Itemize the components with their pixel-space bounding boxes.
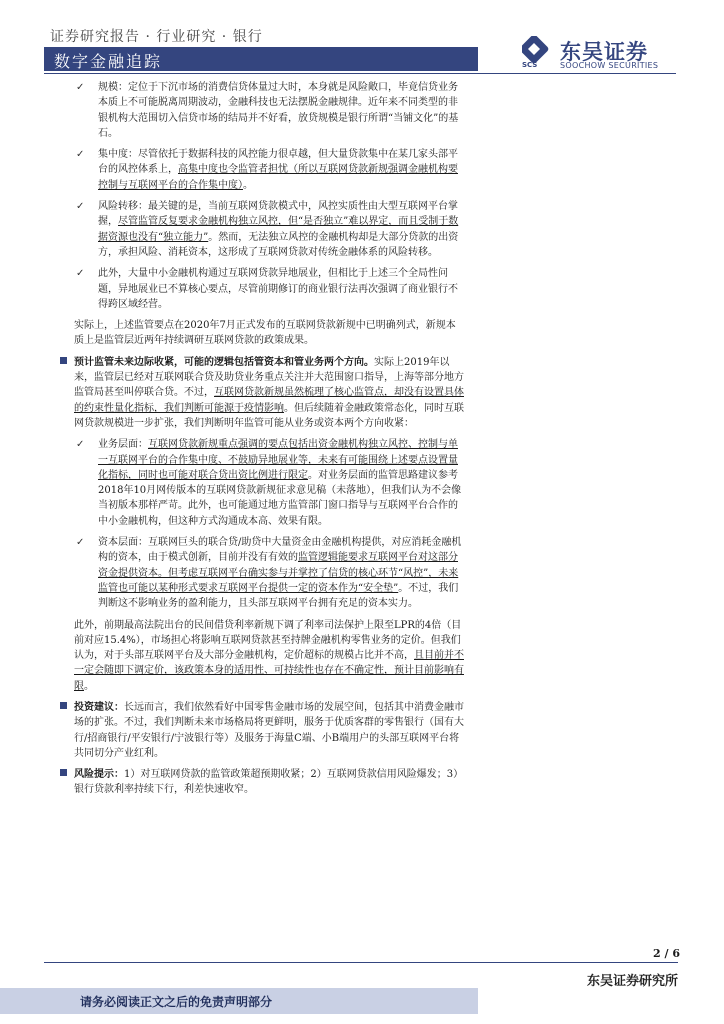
bullet-risk-transfer [74, 199, 464, 260]
invest-text: 长远而言，我们依然看好中国零售金融市场的发展空间，包括其中消费金融市场的扩张。不过，我们判断未来市场格局将更鲜明，服务于优质客群的零售银行（国有大行/招商银行/平安银行/宁波银行等）及服务于海量C端、小B端用户的头部互联网平台将共同切分产业红利。 [74, 701, 464, 759]
section-risk-warning [74, 767, 464, 798]
bullet-text: 业务层面： [98, 439, 148, 451]
logo-english-name: SOOCHOW SECURITIES [560, 61, 659, 70]
scs-logo-icon [522, 36, 556, 68]
footer-rule [44, 962, 678, 963]
report-breadcrumb: 证券研究报告 · 行业研究 · 银行 [50, 29, 263, 45]
bullet-text: 资本层面：互联网巨头的联合贷/助贷中大量资金由金融机构提供，对应消耗金融机构的资本，由于模式创新，目前并没有有效的 [98, 537, 462, 564]
bullet-concentration [74, 147, 464, 193]
company-logo [522, 34, 682, 74]
checkmark-icon: ✓ [76, 149, 85, 161]
para-text: 。 [84, 680, 94, 692]
square-bullet-icon [60, 702, 67, 709]
page-number: 2 / 6 [653, 947, 680, 960]
svg-text:SCS: SCS [522, 61, 538, 68]
underlined-text: 且目前并不一定会随即下调定价，该政策本身的适用性、可持续性也存在不确定性，预计目前影响有限 [74, 650, 464, 692]
bullet-text: 。对业务层面的监管思路建议参考2018年10月网传版本的互联网贷款新规征求意见稿（未落地），但我们认为不会像当初版本那样严苛。此外，也可能通过地方监管部门窗口指导与互联网平台合作的中小金融机构，但这种方式沟通成本高、效果有限。 [98, 469, 462, 527]
section-regulation-outlook [74, 355, 464, 431]
paragraph-new-rules: 实际上，上述监管要点在2020年7月正式发布的互联网贷款新规中已明确列式，新规本质上是监管层近两年持续调研互联网贷款的政策成果。 [74, 320, 456, 347]
square-bullet-icon [60, 357, 67, 364]
checkmark-icon: ✓ [76, 268, 85, 280]
logo-chinese-name: 东吴证券 [560, 40, 648, 64]
checkmark-icon: ✓ [76, 201, 85, 213]
underlined-text: 互联网贷款新规重点强调的要点包括出资金融机构独立风控、控制与单一互联网平台的合作集中度、不鼓励异地展业等，未来有可能围绕上述要点设置量化指标，同时也可能对联合贷出资比例进行限定 [98, 439, 458, 481]
paragraph-interest-cap [74, 618, 464, 694]
disclaimer-text: 请务必阅读正文之后的免责声明部分 [80, 995, 273, 1009]
title-band [44, 47, 478, 71]
bullet-text: 此外，大量中小金融机构通过互联网贷款异地展业，但相比于上述三个全局性问题，异地展业已不算核心要点，尽管前期修订的商业银行法再次强调了商业银行不得跨区域经营。 [98, 268, 458, 310]
underlined-text: 尽管监管反复要求金融机构独立风控，但“是否独立”难以界定，而且受制于数据资源也没有“独立能力” [98, 216, 459, 243]
section-investment-advice [74, 700, 464, 761]
invest-lead: 投资建议： [74, 701, 124, 713]
bullet-text: 规模：定位于下沉市场的消费信贷体量过大时，本身就是风险敞口，毕竟信贷业务本质上不可能脱离周期波动，金融科技也无法摆脱金融规律。近年来不同类型的非银机构大范围切入信贷市场的结局并不好看，放贷规模是银行所谓“当铺文化”的基石。 [98, 82, 459, 139]
bullet-text: 集中度：尽管依托于数据科技的风控能力很卓越，但大量贷款集中在某几家头部平台的风控体系上， [98, 149, 458, 176]
square-bullet-icon [60, 769, 67, 776]
risk-text: 1）对互联网贷款的监管政策超预期收紧；2）互联网贷款信用风险爆发；3）银行贷款利率持续下行，利差快速收窄。 [74, 769, 464, 796]
checkmark-icon: ✓ [76, 439, 85, 451]
underlined-text: 高集中度也令监管者担忧（所以互联网贷款新规强调金融机构要控制与互联网平台的合作集中度） [98, 164, 458, 191]
report-body [74, 80, 464, 804]
bullet-text: 。 [243, 179, 253, 191]
bullet-capital-level [74, 535, 464, 611]
checkmark-icon: ✓ [76, 537, 85, 549]
bullet-business-level [74, 437, 464, 529]
bullet-text: 风险转移：最关键的是，当前互联网贷款模式中，风控实质性由大型互联网平台掌握， [98, 201, 458, 228]
checkmark-icon: ✓ [76, 82, 85, 93]
disclaimer-band [0, 988, 478, 1014]
section-text: 实际上2019年以来，监管层已经对互联网联合贷及助贷业务重点关注并大范围窗口指导，上海等部分地方监管局甚至叫停联合贷。不过， [74, 356, 464, 399]
bullet-text: 。然而，无法独立风控的金融机构却是大部分贷款的出资方，承担风险、消耗资本，这形成了互联网贷款对传统金融体系的风险转移。 [98, 231, 459, 258]
section-lead: 预计监管未来边际收紧，可能的逻辑包括管资本和管业务两个方向。 [74, 356, 374, 368]
bullet-cross-region [74, 266, 464, 312]
risk-lead: 风险提示： [74, 769, 124, 781]
bullet-scale [74, 80, 464, 141]
bullet-text: 。不过，我们判断这不影响业务的盈利能力，且头部互联网平台拥有充足的资本实力。 [98, 582, 459, 610]
footer-company: 东吴证券研究所 [586, 974, 678, 989]
underlined-text: 监管逻辑能要求互联网平台对这部分资金提供资本。但考虑互联网平台确实参与并掌控了信贷的核心环节“风控”，未来监管也可能以某种形式要求互联网平台提供一定的资本作为“安全垫” [98, 552, 459, 594]
section-text: 。但后续随着金融政策常态化，同时互联网贷款规模进一步扩张，我们判断明年监管可能从业务或资本两个方向收紧： [74, 402, 464, 429]
report-title: 数字金融追踪 [54, 52, 163, 71]
para-text: 此外，前期最高法院出台的民间借贷利率新规下调了利率司法保护上限至LPR的4倍（目前对应15.4%），市场担心将影响互联网贷款甚至持牌金融机构零售业务的定价。但我们认为，对于头部互联网平台及大部分金融机构，定价超标的规模占比并不高， [74, 619, 462, 662]
underlined-text: 互联网贷款新规虽然梳理了核心监管点，却没有设置具体的约束性量化指标，我们判断可能源于疫情影响 [74, 387, 464, 414]
